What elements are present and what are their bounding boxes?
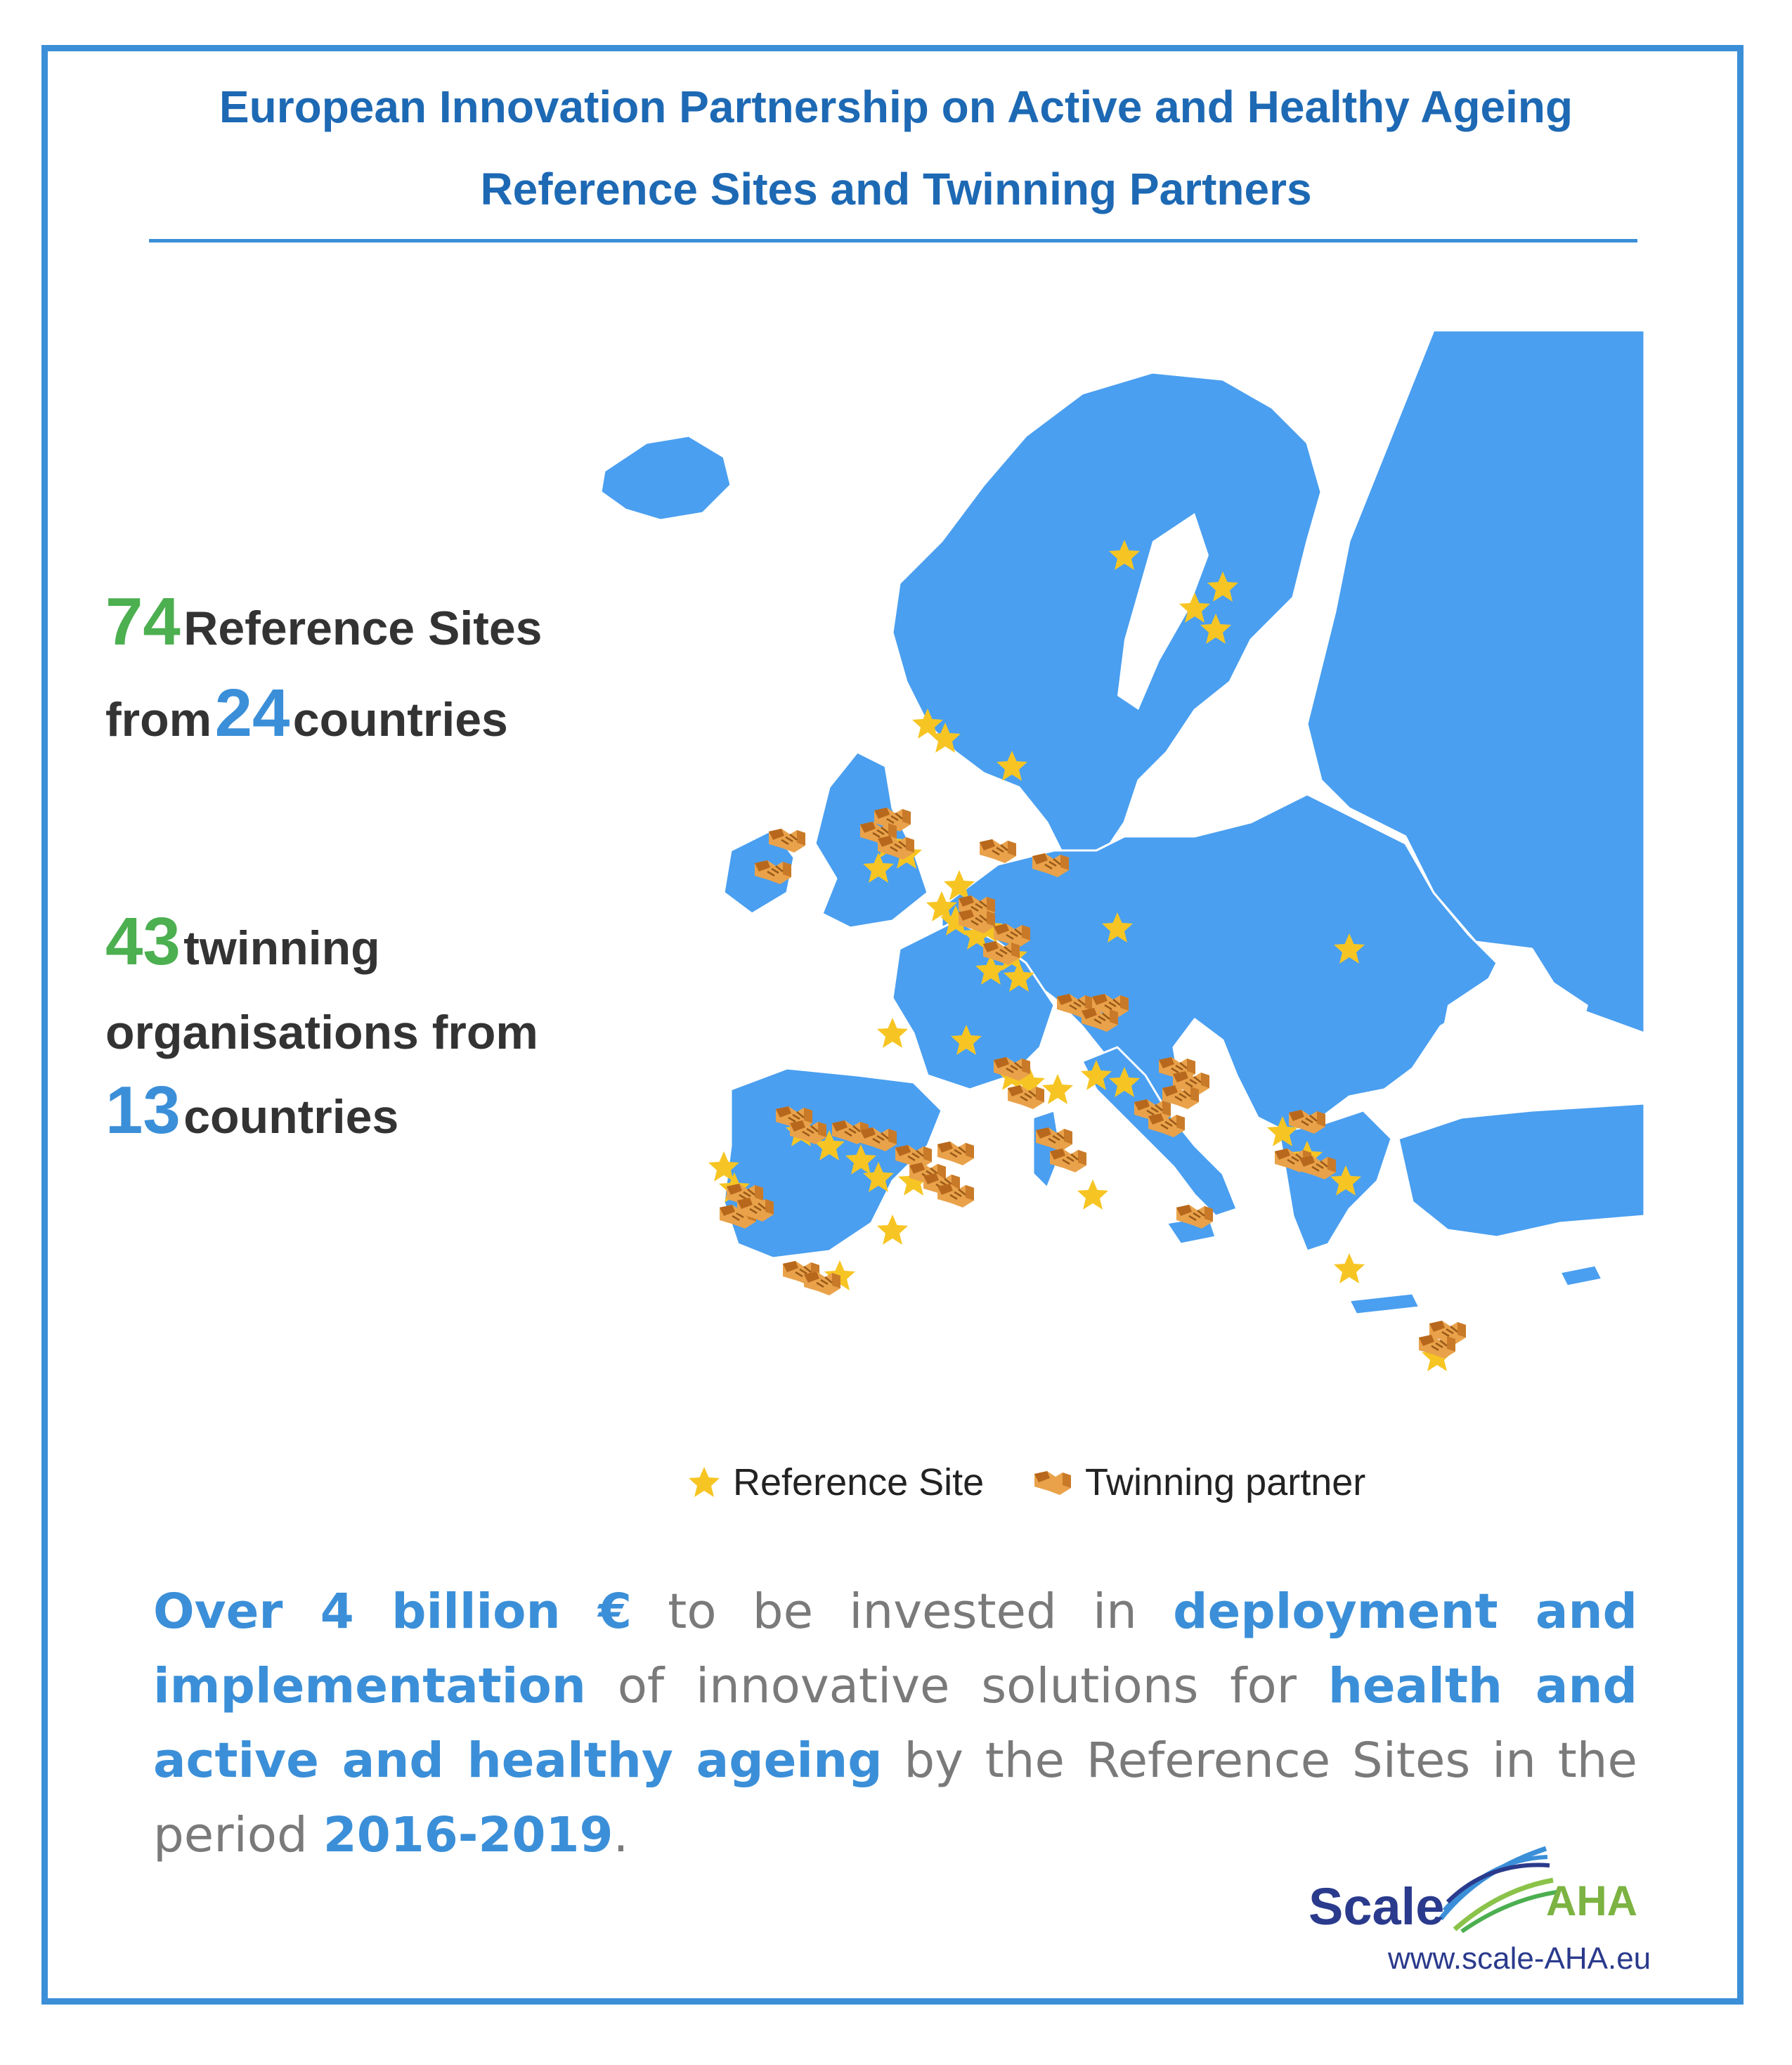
investment-focus-1: deployment and implementation xyxy=(153,1584,1637,1714)
twinning-countries-word: countries xyxy=(183,1090,399,1144)
investment-text-1: to be invested in xyxy=(632,1584,1174,1640)
twinning-count: 43 xyxy=(105,904,181,979)
from-word: from xyxy=(105,693,212,746)
reference-sites-stat xyxy=(105,583,543,661)
title-line-1: European Innovation Partnership on Active and Healthy Ageing xyxy=(219,82,1573,132)
reference-countries-stat xyxy=(105,675,508,752)
reference-sites-count: 74 xyxy=(105,584,181,659)
investment-text-4: . xyxy=(613,1807,629,1863)
reference-sites-label: Reference Sites xyxy=(183,602,543,655)
legend-twinning-partner-label: Twinning partner xyxy=(1085,1461,1366,1503)
investment-text-2: of innovative solutions for xyxy=(585,1658,1328,1714)
star-icon xyxy=(686,1464,722,1501)
twinning-countries-count: 13 xyxy=(105,1073,181,1148)
logo-swoosh-icon xyxy=(1427,1841,1560,1933)
twinning-label-1: twinning xyxy=(183,921,380,975)
legend-reference-site-label: Reference Site xyxy=(733,1461,985,1503)
handshake-icon xyxy=(1030,1464,1075,1501)
website-link[interactable]: www.scale-AHA.eu xyxy=(1388,1941,1651,1976)
investment-text-3: by the Reference Sites in the period xyxy=(153,1733,1637,1863)
twinning-countries-stat xyxy=(105,1072,398,1149)
reference-countries-count: 24 xyxy=(214,675,290,751)
investment-statement xyxy=(153,1574,1637,1872)
investment-period: 2016-2019 xyxy=(323,1807,613,1863)
twinning-label-2: organisations from xyxy=(105,1006,538,1059)
europe-map xyxy=(562,330,1644,1455)
countries-word: countries xyxy=(292,693,508,746)
legend-reference-site xyxy=(686,1461,984,1504)
investment-amount: Over 4 billion € xyxy=(153,1584,632,1640)
title-line-2: Reference Sites and Twinning Partners xyxy=(480,164,1312,214)
investment-focus-2: health and active and healthy ageing xyxy=(153,1658,1637,1789)
legend-twinning-partner xyxy=(1030,1461,1365,1504)
logo-aha-word: AHA xyxy=(1546,1877,1637,1924)
twinning-label-2-line xyxy=(105,1005,538,1060)
title-divider xyxy=(149,239,1637,242)
logo-scale-word: Scale xyxy=(1309,1877,1445,1936)
twinning-stat xyxy=(105,903,380,980)
